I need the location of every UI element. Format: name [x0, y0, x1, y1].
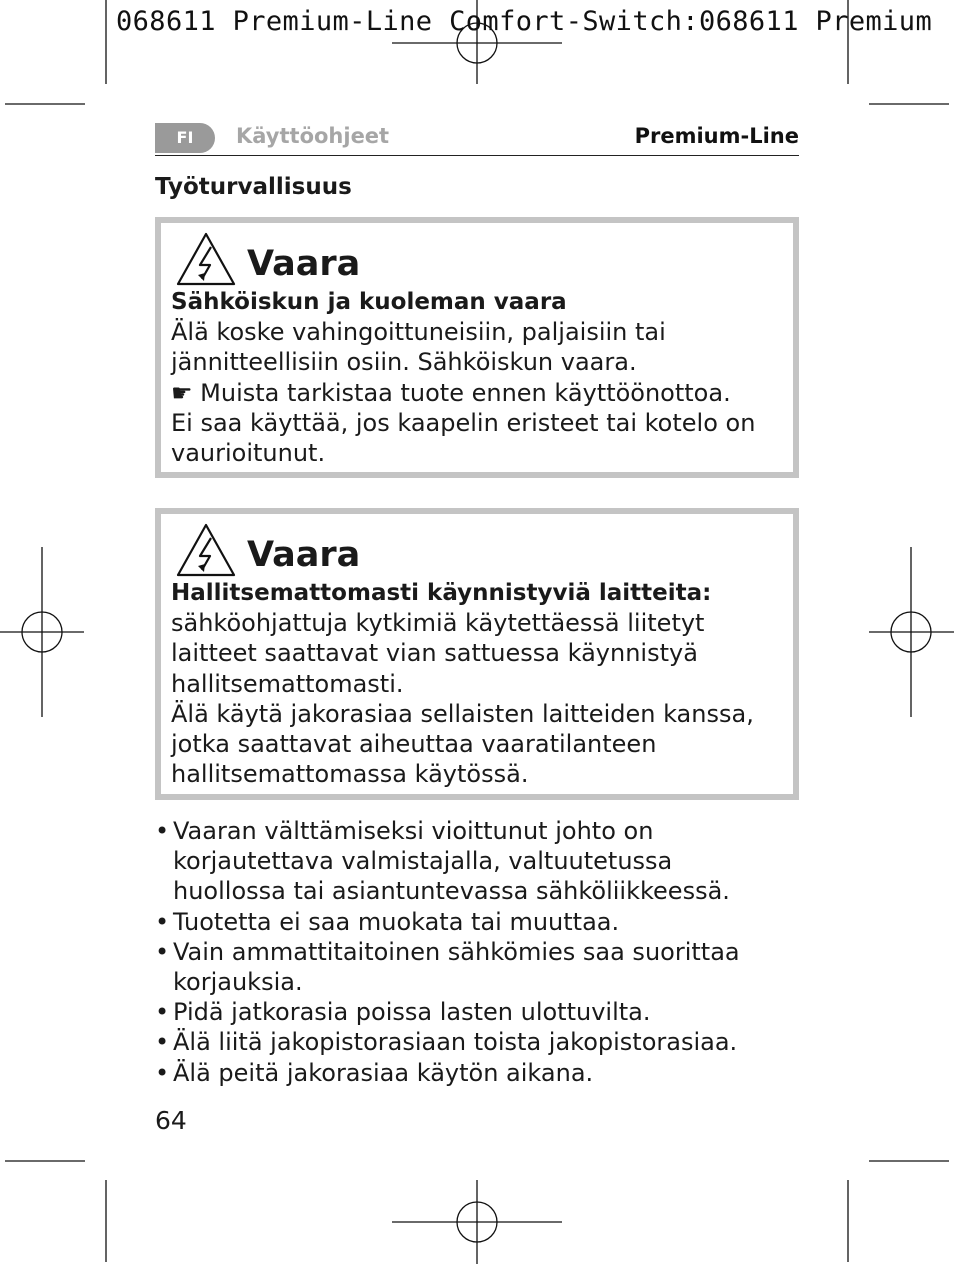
list-item-line: huollossa tai asiantuntevassa sähköliikkeessä. — [173, 877, 730, 906]
warning-title: Vaara — [247, 535, 361, 575]
warning-heading — [171, 520, 571, 580]
warning-line: laitteet saattavat vian sattuessa käynnistyä — [171, 639, 698, 668]
list-item-line: • Pidä jatkorasia poissa lasten ulottuvilta. — [173, 998, 651, 1027]
warning-title: Vaara — [247, 244, 361, 284]
warning-box-uncontrolled-start — [155, 508, 799, 800]
warning-line: ☛ Muista tarkistaa tuote ennen käyttöönottoa. — [171, 378, 731, 407]
list-item-line: • Vain ammattitaitoinen sähkömies saa suorittaa — [173, 937, 740, 966]
list-item-line: • Vaaran välttämiseksi vioittunut johto on — [173, 817, 654, 845]
printer-slug-line: 068611 Premium-Line Comfort-Switch:068611 Premium — [116, 6, 933, 37]
list-item-line: korjautettava valmistajalla, valtuutetussa — [173, 847, 673, 876]
warning-line: sähköohjattuja kytkimiä käytettäessä liitetyt — [171, 609, 705, 638]
list-item — [155, 997, 795, 1027]
header-title: Käyttöohjeet — [236, 124, 390, 148]
list-item — [155, 907, 795, 937]
warning-subtitle: Sähköiskun ja kuoleman vaara — [171, 289, 567, 315]
page-number: 64 — [155, 1106, 187, 1135]
warning-text — [171, 578, 791, 789]
warning-line: Älä koske vahingoittuneisiin, paljaisiin tai — [171, 318, 666, 347]
running-header — [155, 120, 799, 156]
registration-mark-right — [869, 547, 954, 717]
language-badge: FI — [155, 123, 215, 153]
section-title: Työturvallisuus — [155, 174, 352, 200]
safety-bullet-list — [155, 816, 795, 1088]
list-item — [155, 816, 795, 907]
warning-line: jännitteellisiin osiin. Sähköiskun vaara. — [171, 348, 637, 377]
warning-line: vaurioitunut. — [171, 439, 326, 468]
warning-heading — [171, 229, 571, 289]
list-item-line: • Tuotetta ei saa muokata tai muuttaa. — [173, 907, 620, 936]
list-item-line: korjauksia. — [173, 968, 303, 997]
warning-line: Älä käytä jakorasiaa sellaisten laitteiden kanssa, — [171, 699, 754, 728]
warning-subtitle: Hallitsemattomasti käynnistyviä laitteita: — [171, 580, 712, 606]
list-item — [155, 1058, 795, 1088]
warning-text — [171, 287, 791, 468]
header-product-name: Premium-Line — [634, 124, 799, 148]
warning-box-electric-shock — [155, 217, 799, 478]
warning-line: hallitsemattomasti. — [171, 669, 404, 698]
registration-mark-left — [0, 547, 84, 717]
warning-line: hallitsemattomassa käytössä. — [171, 760, 529, 789]
list-item-line: • Älä peitä jakorasiaa käytön aikana. — [173, 1058, 594, 1087]
electric-shock-warning-icon — [175, 522, 237, 578]
registration-mark-bottom — [392, 1180, 562, 1264]
list-item — [155, 1027, 795, 1057]
list-item-line: • Älä liitä jakopistorasiaan toista jakopistorasiaa. — [173, 1028, 738, 1057]
warning-line: Ei saa käyttää, jos kaapelin eristeet tai kotelo on — [171, 408, 756, 437]
electric-shock-warning-icon — [175, 231, 237, 287]
warning-line: jotka saattavat aiheuttaa vaaratilanteen — [171, 730, 657, 759]
list-item — [155, 937, 795, 997]
